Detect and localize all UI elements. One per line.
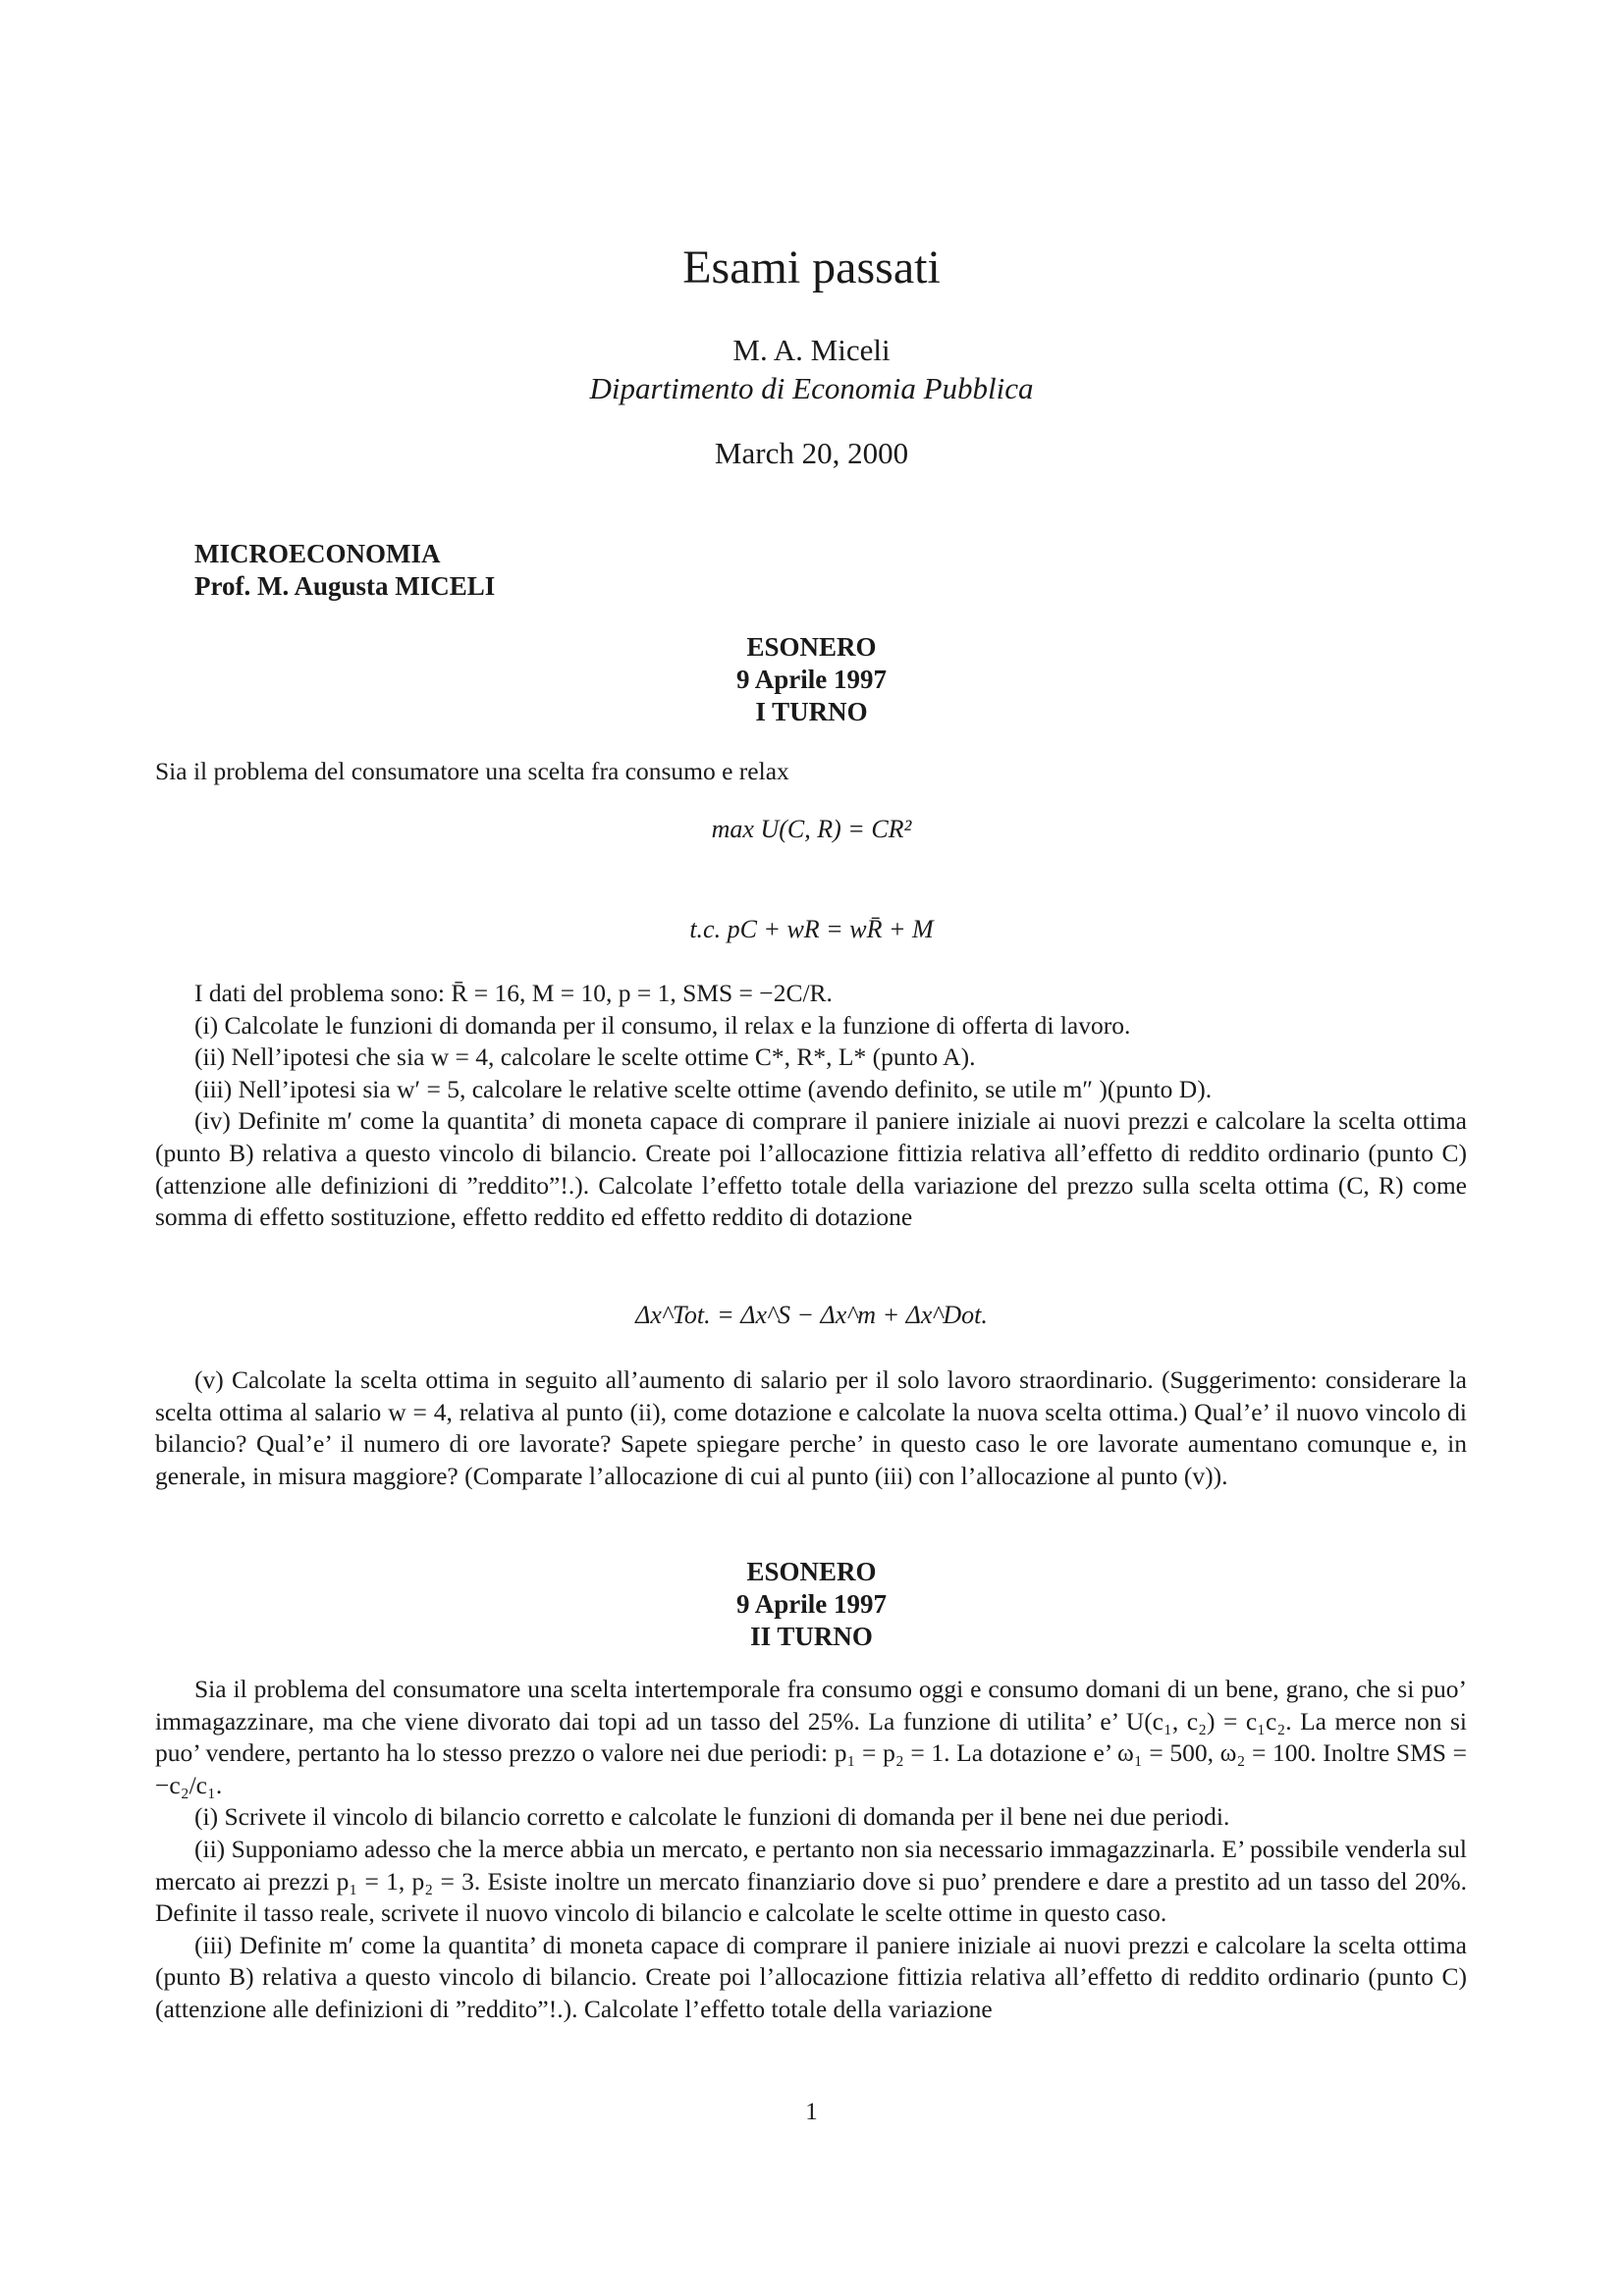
section2-shift: II TURNO <box>750 1622 873 1651</box>
section2-date: 9 Aprile 1997 <box>736 1589 887 1619</box>
document-date: March 20, 2000 <box>714 436 909 470</box>
section2-heading <box>0 1556 1623 1653</box>
formula-total-effect: Δx^Tot. = Δx^S − Δx^m + Δx^Dot. <box>635 1301 988 1329</box>
document-title: Esami passati <box>682 241 941 294</box>
section1-title: ESONERO <box>746 632 877 662</box>
section2-question-i: (i) Scrivete il vincolo di bilancio corretto e calcolate le funzioni di domanda per il bene nei due periodi. <box>194 1802 1230 1832</box>
section2-body <box>155 1674 1467 2026</box>
section1-intro-text: Sia il problema del consumatore una scelta fra consumo e relax <box>155 757 789 785</box>
question-i: (i) Calcolate le funzioni di domanda per il consumo, il relax e la funzione di offerta di lavoro. <box>194 1010 1131 1040</box>
department: Dipartimento di Economia Pubblica <box>589 371 1034 405</box>
section1-questions <box>155 978 1467 1234</box>
section2-intro: Sia il problema del consumatore una scelta intertemporale fra consumo oggi e consumo domani di un bene, grano, che si puo’ immagazzinare, ma che viene divorato dai topi ad un tasso del 25%. La funzione di utilita’ e’ U(c₁, c₂) = c₁c₂. La merce non si puo’ vendere, pertanto ha lo stesso prezzo o valore nei due periodi: p₁ = p₂ = 1. La dotazione e’ ω₁ = 500, ω₂ = 100. Inoltre SMS = −c₂/c₁. <box>155 1675 1467 1799</box>
section1-date: 9 Aprile 1997 <box>736 665 887 694</box>
question-v: (v) Calcolate la scelta ottima in seguito all’aumento di salario per il solo lavoro straordinario. (Suggerimento: considerare la scelta ottima al salario w = 4, relativa al punto (ii), come dotazione e calcolate la nuova scelta ottima.) Qual’e’ il nuovo vincolo di bilancio? Qual’e’ il numero di ore lavorate? Sapete spiegare perche’ in questo caso le ore lavorate aumentano comunque e, in generale, in misura maggiore? (Comparate l’allocazione di cui al punto (iii) con l’allocazione al punto (v)). <box>155 1365 1467 1490</box>
formula-budget-constraint: t.c. pC + wR = wR̄ + M <box>689 915 934 943</box>
course-name: MICROECONOMIA <box>194 539 441 568</box>
problem-data: I dati del problema sono: R̄ = 16, M = 10, p = 1, SMS = −2C/R. <box>194 979 833 1007</box>
section1-shift: I TURNO <box>755 697 868 726</box>
question-iii: (iii) Nell’ipotesi sia w′ = 5, calcolare le relative scelte ottime (avendo definito, se utile m″ )(punto D). <box>194 1074 1213 1103</box>
course-professor: Prof. M. Augusta MICELI <box>194 571 496 601</box>
section1-question-v <box>155 1364 1467 1492</box>
question-ii: (ii) Nell’ipotesi che sia w = 4, calcolare le scelte ottime C*, R*, L* (punto A). <box>194 1042 976 1072</box>
question-iv: (iv) Definite m′ come la quantita’ di moneta capace di comprare il paniere iniziale ai nuovi prezzi e calcolare la scelta ottima (punto B) relativa a questo vincolo di bilancio. Create poi l’allocazione fittizia relativa all’effetto di reddito ordinario (punto C) (attenzione alle definizioni di ”reddito”!.). Calcolate l’effetto totale della variazione del prezzo sulla scelta ottima (C, R) come somma di effetto sostituzione, effetto reddito ed effetto reddito di dotazione <box>155 1106 1467 1232</box>
section2-title: ESONERO <box>746 1557 877 1586</box>
course-heading <box>194 538 495 603</box>
author-name: M. A. Miceli <box>732 333 891 367</box>
section1-intro <box>155 756 1467 788</box>
section2-question-iii: (iii) Definite m′ come la quantita’ di moneta capace di comprare il paniere iniziale ai nuovi prezzi e calcolare la scelta ottima (punto B) relativa a questo vincolo di bilancio. Create poi l’allocazione fittizia relativa all’effetto di reddito ordinario (punto C) (attenzione alle definizioni di ”reddito”!.). Calcolate l’effetto totale della variazione <box>155 1930 1467 2023</box>
formula-max-utility: max U(C, R) = CR² <box>711 815 912 843</box>
section2-question-ii: (ii) Supponiamo adesso che la merce abbia un mercato, e pertanto non sia necessario immagazzinarla. E’ possibile venderla sul mercato ai prezzi p₁ = 1, p₂ = 3. Esiste inoltre un mercato finanziario dove si puo’ prendere e dare a prestito ad un tasso del 20%. Definite il tasso reale, scrivete il nuovo vincolo di bilancio e calcolate le scelte ottime in questo caso. <box>155 1834 1467 1928</box>
page-number: 1 <box>805 2099 818 2125</box>
section1-heading <box>0 631 1623 728</box>
